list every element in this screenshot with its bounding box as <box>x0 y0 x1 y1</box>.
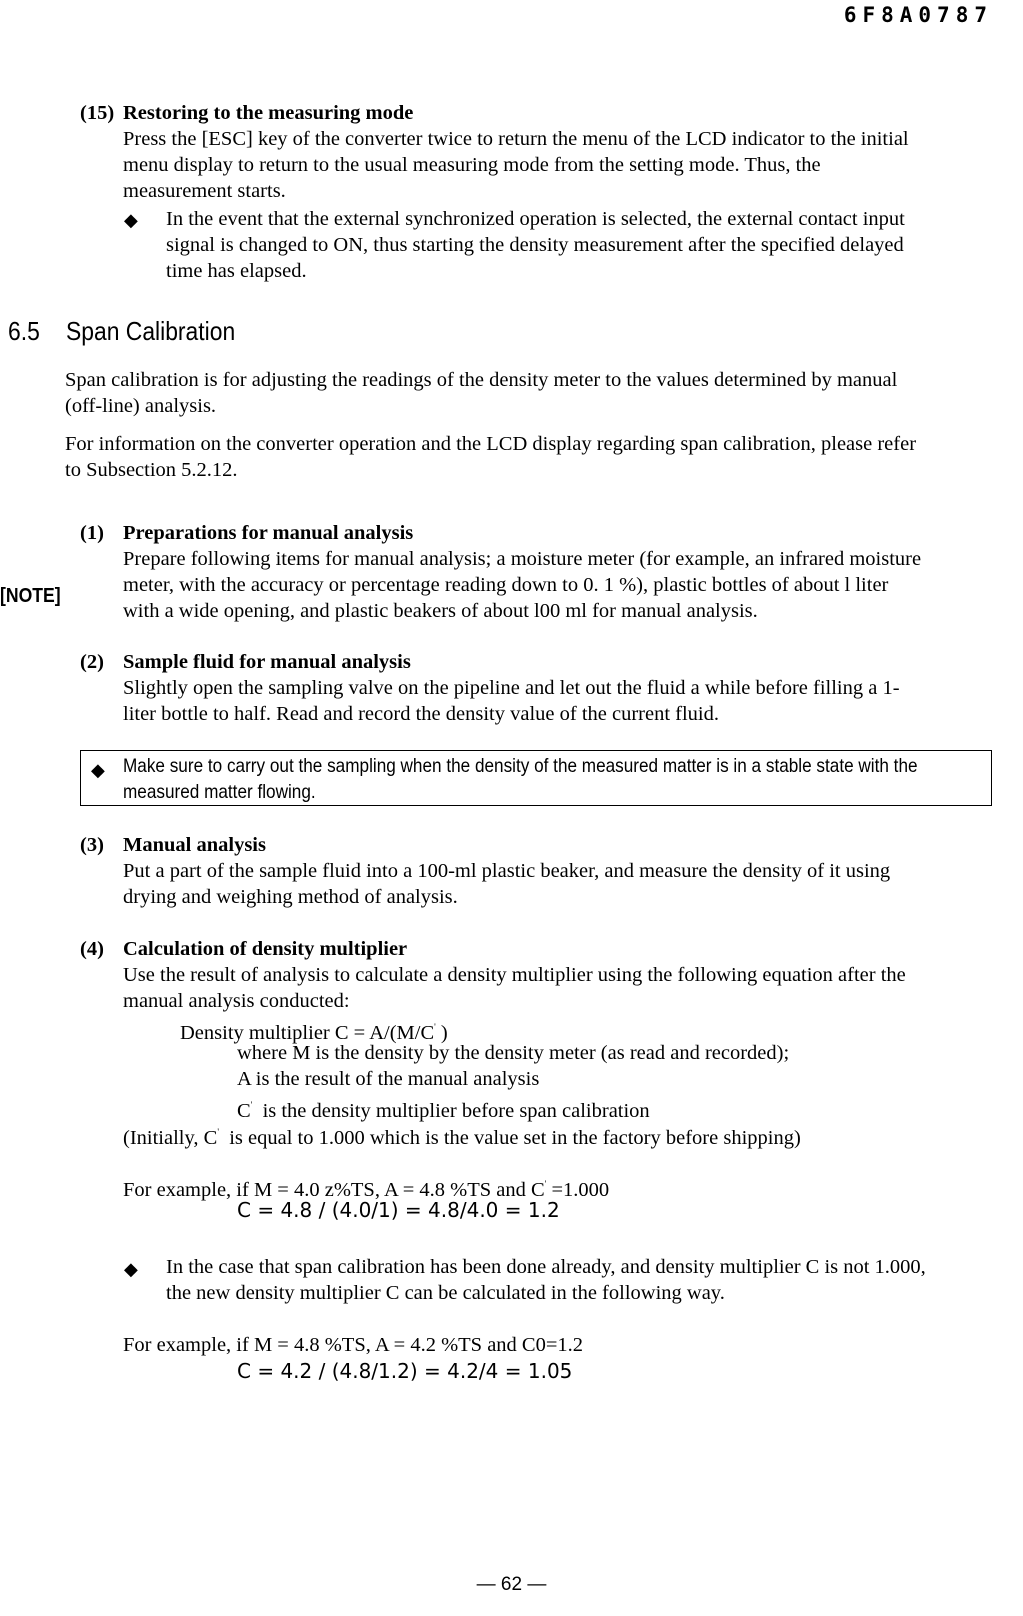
where-3-text: is the density multiplier before span calibration <box>262 1100 650 1122</box>
note-label: [NOTE] <box>0 585 61 607</box>
step-3-number: (3) <box>80 834 104 856</box>
step-15-bullet-line-1: In the event that the external synchronized operation is selected, the external contact input <box>166 208 905 230</box>
step-1-line-1: Prepare following items for manual analysis; a moisture meter (for example, an infrared moisture <box>123 548 922 570</box>
step-1-title: Preparations for manual analysis <box>123 522 414 544</box>
formula-text: Density multiplier C = A/(M/C <box>180 1022 435 1044</box>
example-1-pre: For example, if M = 4.0 z%TS, A = 4.8 %TS and C <box>123 1179 545 1201</box>
page-number: 62 <box>500 1574 523 1595</box>
equation-1: C = 4.8 / (4.0/1) = 4.8/4.0 = 1.2 <box>237 1198 560 1222</box>
step-15-bullet-line-3: time has elapsed. <box>166 260 307 282</box>
document-id: 6F8A0787 <box>843 3 993 27</box>
step-1-line-2: meter, with the accuracy or percentage reading down to 0. 1 %), plastic bottles of about l liter <box>123 574 889 596</box>
step-4-line-2: manual analysis conducted: <box>123 990 350 1012</box>
step-2-title: Sample fluid for manual analysis <box>123 651 411 673</box>
step-2-number: (2) <box>80 651 104 673</box>
where-3-symbol: C <box>237 1100 251 1122</box>
step-1-line-3: with a wide opening, and plastic beakers of about l00 ml for manual analysis. <box>123 600 758 622</box>
step-15-number: (15) <box>80 102 115 124</box>
step-3-title: Manual analysis <box>123 834 266 856</box>
notice-box <box>80 750 992 806</box>
step-4-title: Calculation of density multiplier <box>123 938 408 960</box>
step-3-line-2: drying and weighing method of analysis. <box>123 886 458 908</box>
step-15-line-1: Press the [ESC] key of the converter twice to return the menu of the LCD indicator to the initial <box>123 128 909 150</box>
notice-line-1: Make sure to carry out the sampling when the density of the measured matter is in a stable state with the <box>123 755 918 777</box>
intro-2-line-1: For information on the converter operation and the LCD display regarding span calibration, please refer <box>65 433 917 455</box>
step-15-bullet-line-2: signal is changed to ON, thus starting the density measurement after the specified delayed <box>166 234 904 256</box>
initially-post: is equal to 1.000 which is the value set in the factory before shipping) <box>229 1127 801 1149</box>
example-1-post: =1.000 <box>551 1179 610 1201</box>
example-2: For example, if M = 4.8 %TS, A = 4.2 %TS and C0=1.2 <box>123 1334 584 1356</box>
diamond-bullet-icon: ◆ <box>124 210 138 230</box>
step-3-line-1: Put a part of the sample fluid into a 100-ml plastic beaker, and measure the density of it using <box>123 860 891 882</box>
intro-2-line-2: to Subsection 5.2.12. <box>65 459 238 481</box>
where-line-1: where M is the density by the density meter (as read and recorded); <box>237 1042 790 1064</box>
formula-close: ) <box>440 1022 448 1044</box>
diamond-bullet-icon: ◆ <box>124 1259 138 1279</box>
step-4-bullet-line-1: In the case that span calibration has been done already, and density multiplier C is not 1.000, <box>166 1256 926 1278</box>
step-2-line-1: Slightly open the sampling valve on the pipeline and let out the fluid a while before filling a 1- <box>123 677 900 699</box>
prime-mark: ' <box>217 1127 219 1137</box>
step-15-line-2: menu display to return to the usual measuring mode from the setting mode. Thus, the <box>123 154 821 176</box>
initially-pre: (Initially, C <box>123 1127 218 1149</box>
prime-mark: ' <box>434 1022 436 1032</box>
prime-mark: ' <box>250 1100 253 1110</box>
page-footer: — 62 — <box>476 1574 547 1595</box>
prime-mark: ' <box>544 1179 547 1189</box>
diamond-bullet-icon: ◆ <box>91 760 105 780</box>
step-15-line-3: measurement starts. <box>123 180 286 202</box>
step-15-title: Restoring to the measuring mode <box>123 102 414 124</box>
where-line-2: A is the result of the manual analysis <box>237 1068 540 1090</box>
step-4-bullet-line-2: the new density multiplier C can be calculated in the following way. <box>166 1282 725 1304</box>
section-number: 6.5 <box>8 316 40 346</box>
step-4-line-1: Use the result of analysis to calculate a density multiplier using the following equation after the <box>123 964 906 986</box>
intro-1-line-1: Span calibration is for adjusting the readings of the density meter to the values determined by manual <box>65 369 898 391</box>
step-1-number: (1) <box>80 522 104 544</box>
initially-line <box>123 1119 801 1151</box>
step-4-number: (4) <box>80 938 104 960</box>
equation-2: C = 4.2 / (4.8/1.2) = 4.2/4 = 1.05 <box>237 1359 573 1383</box>
intro-1-line-2: (off-line) analysis. <box>65 395 217 417</box>
step-2-line-2: liter bottle to half. Read and record the density value of the current fluid. <box>123 703 720 725</box>
notice-line-2: measured matter flowing. <box>123 781 316 803</box>
section-title: Span Calibration <box>66 316 236 346</box>
